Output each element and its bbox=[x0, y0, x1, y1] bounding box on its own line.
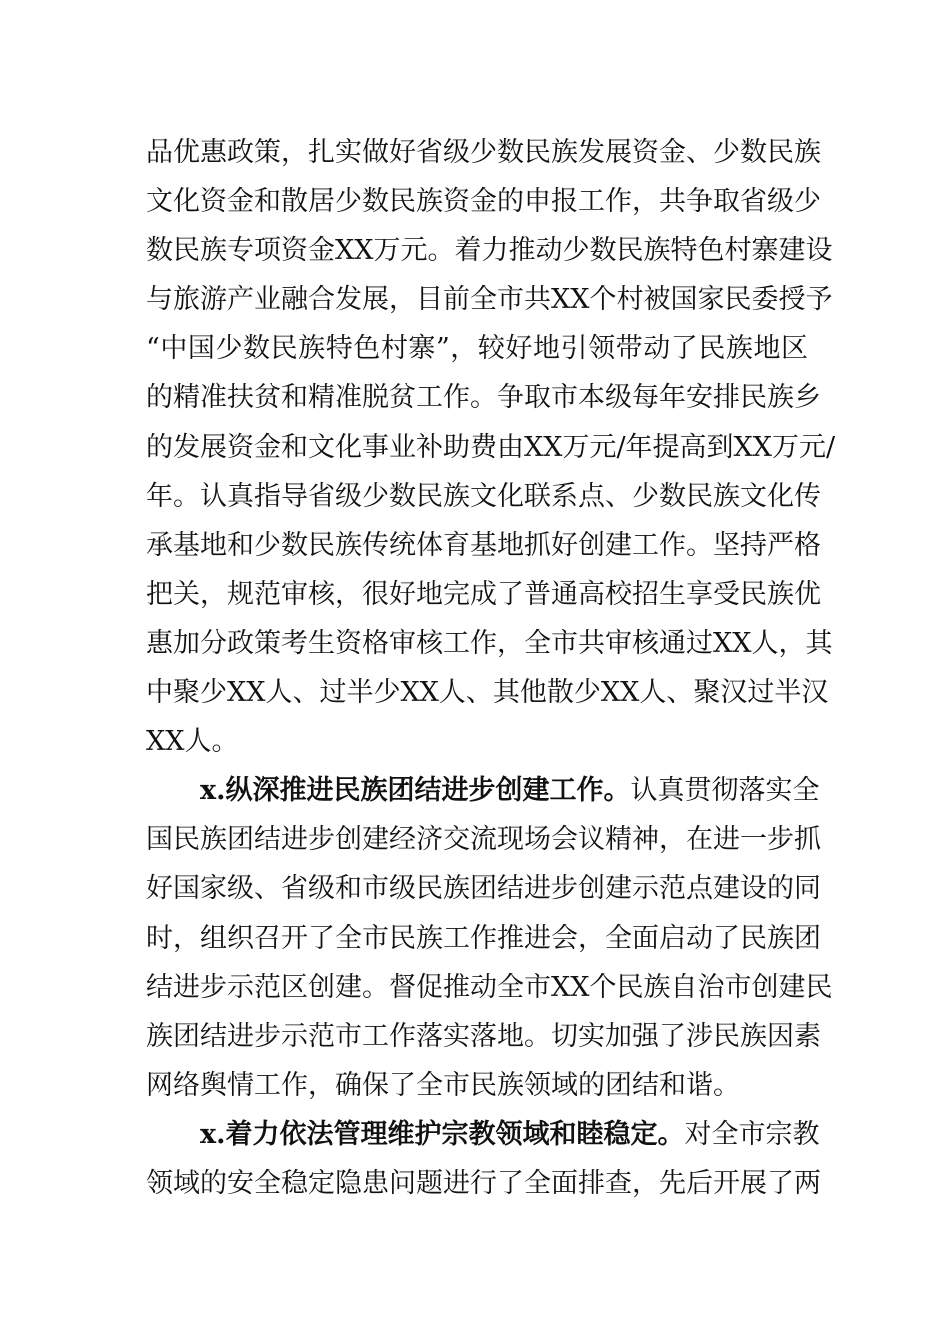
paragraph-2-first-line-text: 认真贯彻落实全 bbox=[630, 775, 820, 807]
paragraph-1-line-8: 年。认真指导省级少数民族文化联系点、少数民族文化传 bbox=[146, 480, 821, 512]
paragraph-2-line-3: 好国家级、省级和市级民族团结进步创建示范点建设的同 bbox=[146, 873, 821, 905]
paragraph-1-line-6: 的精准扶贫和精准脱贫工作。争取市本级每年安排民族乡 bbox=[146, 382, 821, 414]
section-heading-religious-stability: x.着力依法管理维护宗教领域和睦稳定。 bbox=[200, 1118, 685, 1150]
paragraph-2-first-line bbox=[146, 766, 820, 815]
paragraph-3 bbox=[146, 1110, 821, 1208]
paragraph-1-line-2: 文化资金和散居少数民族资金的申报工作，共争取省级少 bbox=[146, 186, 821, 218]
paragraph-1-line-12: 中聚少XX人、过半少XX人、其他散少XX人、聚汉过半汉 bbox=[146, 677, 829, 709]
paragraph-2-line-7: 网络舆情工作，确保了全市民族领域的团结和谐。 bbox=[146, 1069, 740, 1101]
paragraph-2 bbox=[146, 766, 833, 1110]
paragraph-1-line-13: XX人。 bbox=[146, 726, 239, 758]
paragraph-2-line-4: 时，组织召开了全市民族工作推进会，全面启动了民族团 bbox=[146, 922, 821, 954]
paragraph-1-line-4: 与旅游产业融合发展，目前全市共XX个村被国家民委授予 bbox=[146, 284, 833, 316]
paragraph-1 bbox=[146, 128, 836, 766]
paragraph-1-line-10: 把关，规范审核，很好地完成了普通高校招生享受民族优 bbox=[146, 578, 821, 610]
paragraph-3-line-2: 领域的安全稳定隐患问题进行了全面排查，先后开展了两 bbox=[146, 1167, 821, 1199]
paragraph-2-line-6: 族团结进步示范市工作落实落地。切实加强了涉民族因素 bbox=[146, 1020, 821, 1052]
paragraph-1-line-1: 品优惠政策，扎实做好省级少数民族发展资金、少数民族 bbox=[146, 137, 821, 168]
paragraph-2-line-5: 结进步示范区创建。督促推动全市XX个民族自治市创建民 bbox=[146, 971, 833, 1003]
paragraph-3-first-line-text: 对全市宗教 bbox=[684, 1118, 820, 1150]
paragraph-1-line-3: 数民族专项资金XX万元。着力推动少数民族特色村寨建设 bbox=[146, 235, 833, 267]
paragraph-1-line-11: 惠加分政策考生资格审核工作，全市共审核通过XX人，其 bbox=[146, 627, 833, 659]
paragraph-1-line-5: “中国少数民族特色村寨”，较好地引领带动了民族地区 bbox=[146, 333, 808, 365]
paragraph-3-first-line bbox=[146, 1110, 820, 1159]
paragraph-2-line-2: 国民族团结进步创建经济交流现场会议精神，在进一步抓 bbox=[146, 824, 821, 856]
document-body bbox=[146, 128, 836, 1208]
paragraph-1-line-7: 的发展资金和文化事业补助费由XX万元/年提高到XX万元/ bbox=[146, 431, 836, 463]
paragraph-1-line-9: 承基地和少数民族传统体育基地抓好创建工作。坚持严格 bbox=[146, 529, 821, 561]
section-heading-ethnic-unity: x.纵深推进民族团结进步创建工作。 bbox=[200, 775, 631, 807]
